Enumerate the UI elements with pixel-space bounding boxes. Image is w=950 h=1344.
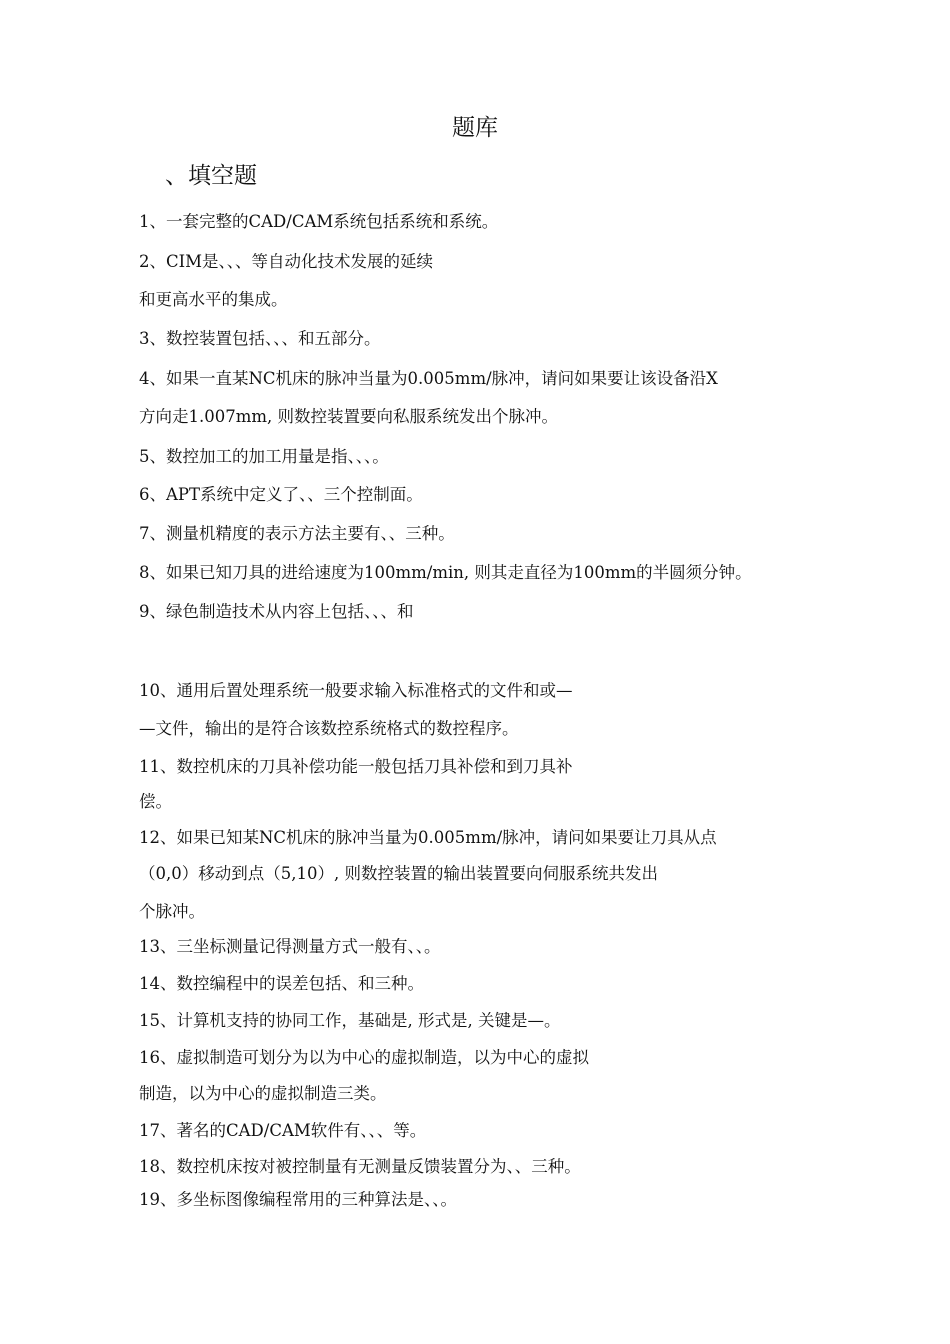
question-line: 15、计算机支持的协同工作，基础是, 形式是, 关键是—。 [139,1011,561,1030]
question-line: 10、通用后置处理系统一般要求输入标准格式的文件和或— [139,681,573,700]
question-line: 1、一套完整的CAD/CAM系统包括系统和系统。 [139,212,499,231]
question-line: 制造，以为中心的虚拟制造三类。 [139,1084,387,1103]
document-title: 题库 [452,115,498,141]
section-heading: 、填空题 [165,163,257,189]
question-line: 18、数控机床按对被控制量有无测量反馈装置分为、、三种。 [139,1157,581,1176]
question-line: 7、测量机精度的表示方法主要有、、三种。 [139,524,455,543]
question-line: 17、著名的CAD/CAM软件有、、、等。 [139,1121,427,1140]
question-line: 13、三坐标测量记得测量方式一般有、、。 [139,937,441,956]
question-line: 6、APT系统中定义了、、三个控制面。 [139,485,423,504]
question-line: 14、数控编程中的误差包括、和三种。 [139,974,424,993]
question-line: 16、虚拟制造可划分为以为中心的虚拟制造，以为中心的虚拟 [139,1048,589,1067]
question-line: 11、数控机床的刀具补偿功能一般包括刀具补偿和到刀具补 [139,757,573,776]
question-line: 个脉冲。 [139,902,205,921]
question-line: 8、如果已知刀具的进给速度为100mm/min, 则其走直径为100mm的半圆须分钟。 [139,563,752,582]
question-line: （0,0）移动到点（5,10）, 则数控装置的输出装置要向伺服系统共发出 [139,864,658,883]
question-line: 19、多坐标图像编程常用的三种算法是、、。 [139,1190,457,1209]
question-line: 5、数控加工的加工用量是指、、、。 [139,447,389,466]
question-line: 4、如果一直某NC机床的脉冲当量为0.005mm/脉冲，请问如果要让该设备沿X [139,369,718,388]
question-line: —文件，输出的是符合该数控系统格式的数控程序。 [139,719,519,738]
question-line: 3、数控装置包括、、、和五部分。 [139,329,381,348]
question-line: 9、绿色制造技术从内容上包括、、、和 [139,602,414,621]
question-line: 偿。 [139,792,172,811]
question-line: 12、如果已知某NC机床的脉冲当量为0.005mm/脉冲，请问如果要让刀具从点 [139,828,717,847]
question-line: 2、CIM是、、、等自动化技术发展的延续 [139,252,434,271]
question-line: 方向走1.007mm, 则数控装置要向私服系统发出个脉冲。 [139,407,559,426]
question-line: 和更高水平的集成。 [139,290,288,309]
